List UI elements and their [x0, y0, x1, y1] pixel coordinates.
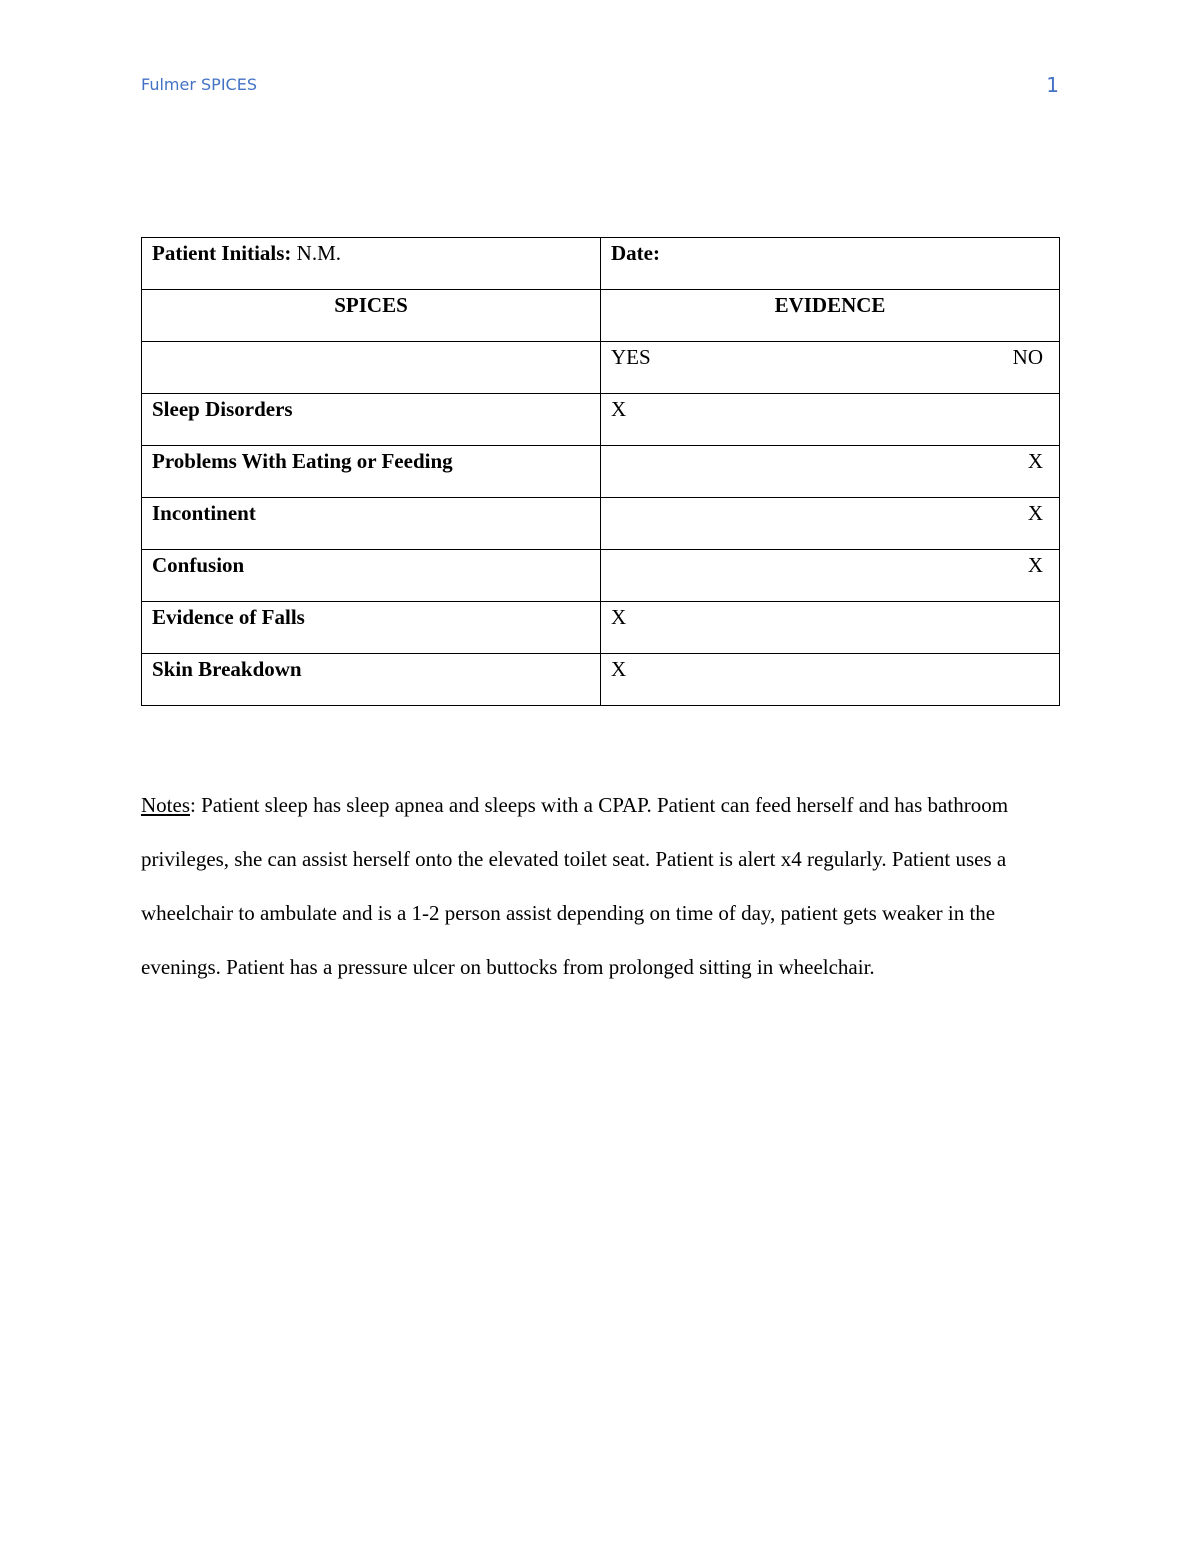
no-mark: X — [1027, 553, 1043, 577]
evidence-cell — [601, 394, 1060, 446]
spices-item-label: Sleep Disorders — [142, 394, 601, 446]
table-row — [142, 498, 1060, 550]
evidence-cell — [601, 550, 1060, 602]
spices-item-label: Evidence of Falls — [142, 602, 601, 654]
table-row-yes-no — [142, 342, 1060, 394]
table-row — [142, 550, 1060, 602]
evidence-cell — [601, 498, 1060, 550]
table-row-patient-info — [142, 238, 1060, 290]
spices-item-label: Skin Breakdown — [142, 654, 601, 706]
notes-text: Patient sleep has sleep apnea and sleeps with a CPAP. Patient can feed herself and has bathroom privileges, she can assist herself onto the elevated toilet seat. Patient is alert x4 regularly. Patient uses a wheelchair to ambulate and is a 1-2 person assist depending on time of day, patient gets weaker in the evenings. Patient has a pressure ulcer on buttocks from prolonged sitting in wheelchair. — [141, 793, 1009, 979]
empty-cell — [142, 342, 601, 394]
column-header-evidence: EVIDENCE — [601, 290, 1060, 342]
yes-label: YES — [611, 345, 651, 369]
spices-table — [141, 237, 1060, 706]
column-header-spices: SPICES — [142, 290, 601, 342]
no-label: NO — [1012, 345, 1043, 369]
yes-mark: X — [611, 605, 627, 629]
notes-label: Notes — [141, 793, 190, 817]
patient-initials-value: N.M. — [291, 241, 342, 265]
table-row-headers — [142, 290, 1060, 342]
yes-mark: X — [611, 397, 627, 421]
date-label: Date: — [611, 241, 660, 265]
patient-initials-cell — [142, 238, 601, 290]
notes-paragraph — [141, 778, 1061, 994]
header-title: Fulmer SPICES — [141, 75, 257, 94]
evidence-cell — [601, 602, 1060, 654]
page-number: 1 — [1046, 73, 1059, 97]
evidence-cell — [601, 446, 1060, 498]
yes-mark: X — [611, 657, 627, 681]
no-mark: X — [1027, 449, 1043, 473]
date-cell — [601, 238, 1060, 290]
table-row — [142, 654, 1060, 706]
table-row — [142, 394, 1060, 446]
table-row — [142, 446, 1060, 498]
evidence-cell — [601, 654, 1060, 706]
spices-item-label: Confusion — [142, 550, 601, 602]
spices-item-label: Problems With Eating or Feeding — [142, 446, 601, 498]
no-mark: X — [1027, 501, 1043, 525]
table-row — [142, 602, 1060, 654]
notes-colon: : — [190, 793, 196, 817]
yes-no-cell — [601, 342, 1060, 394]
spices-item-label: Incontinent — [142, 498, 601, 550]
patient-initials-label: Patient Initials: — [152, 241, 292, 265]
